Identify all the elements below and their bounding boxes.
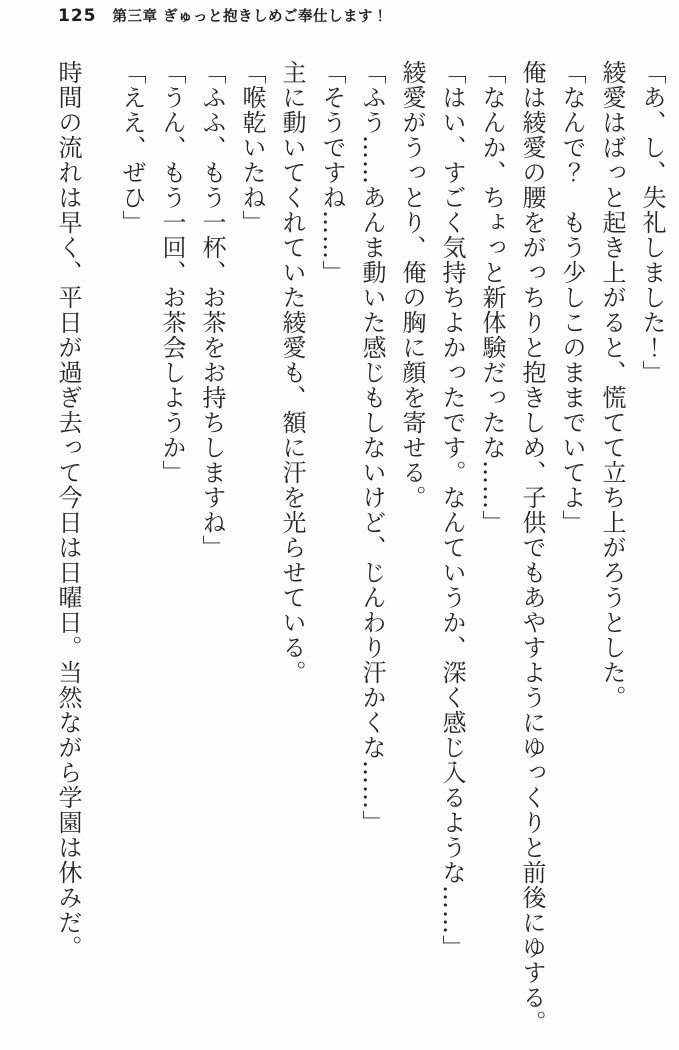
text-line: 綾愛がうっとり、俺の胸に顔を寄せる。 bbox=[398, 60, 426, 510]
text-line: 「あ、し、失礼しました！」 bbox=[638, 60, 666, 385]
page-body-vertical-text bbox=[48, 60, 672, 1038]
chapter-title: 第三章 ぎゅっと抱きしめご奉仕します！ bbox=[112, 9, 389, 25]
page-number: 125 bbox=[58, 6, 97, 26]
text-line: 「はい、すごく気持ちよかったです。なんていうか、深く感じ入るような……」 bbox=[438, 60, 466, 960]
text-line: 「なんで？ もう少しこのままでいてよ」 bbox=[558, 60, 586, 535]
text-line: 「ええ、ぜひ」 bbox=[118, 60, 146, 235]
text-line: 俺は綾愛の腰をがっちりと抱きしめ、子供でもあやすようにゆっくりと前後にゆする。 bbox=[518, 60, 546, 1035]
text-line: 「ふふ、もう一杯、お茶をお持ちしますね」 bbox=[198, 60, 226, 560]
text-line: 「なんか、ちょっと新体験だったな……」 bbox=[478, 60, 506, 535]
text-line: 「喉乾いたね」 bbox=[238, 60, 266, 235]
text-line: 時間の流れは早く、平日が過ぎ去って今日は日曜日。当然ながら学園は休みだ。 bbox=[54, 60, 82, 960]
text-line: 主に動いてくれていた綾愛も、額に汗を光らせている。 bbox=[278, 60, 306, 685]
text-line: 「うん、もう一回、お茶会しようか」 bbox=[158, 60, 186, 485]
text-line: 綾愛はばっと起き上がると、慌てて立ち上がろうとした。 bbox=[598, 60, 626, 710]
text-line: 「ふう……あんま動いた感じもしないけど、じんわり汗かくな……」 bbox=[358, 60, 386, 835]
text-line: 「そうですね……」 bbox=[318, 60, 346, 285]
running-header bbox=[58, 5, 388, 26]
text-line bbox=[88, 60, 112, 1038]
